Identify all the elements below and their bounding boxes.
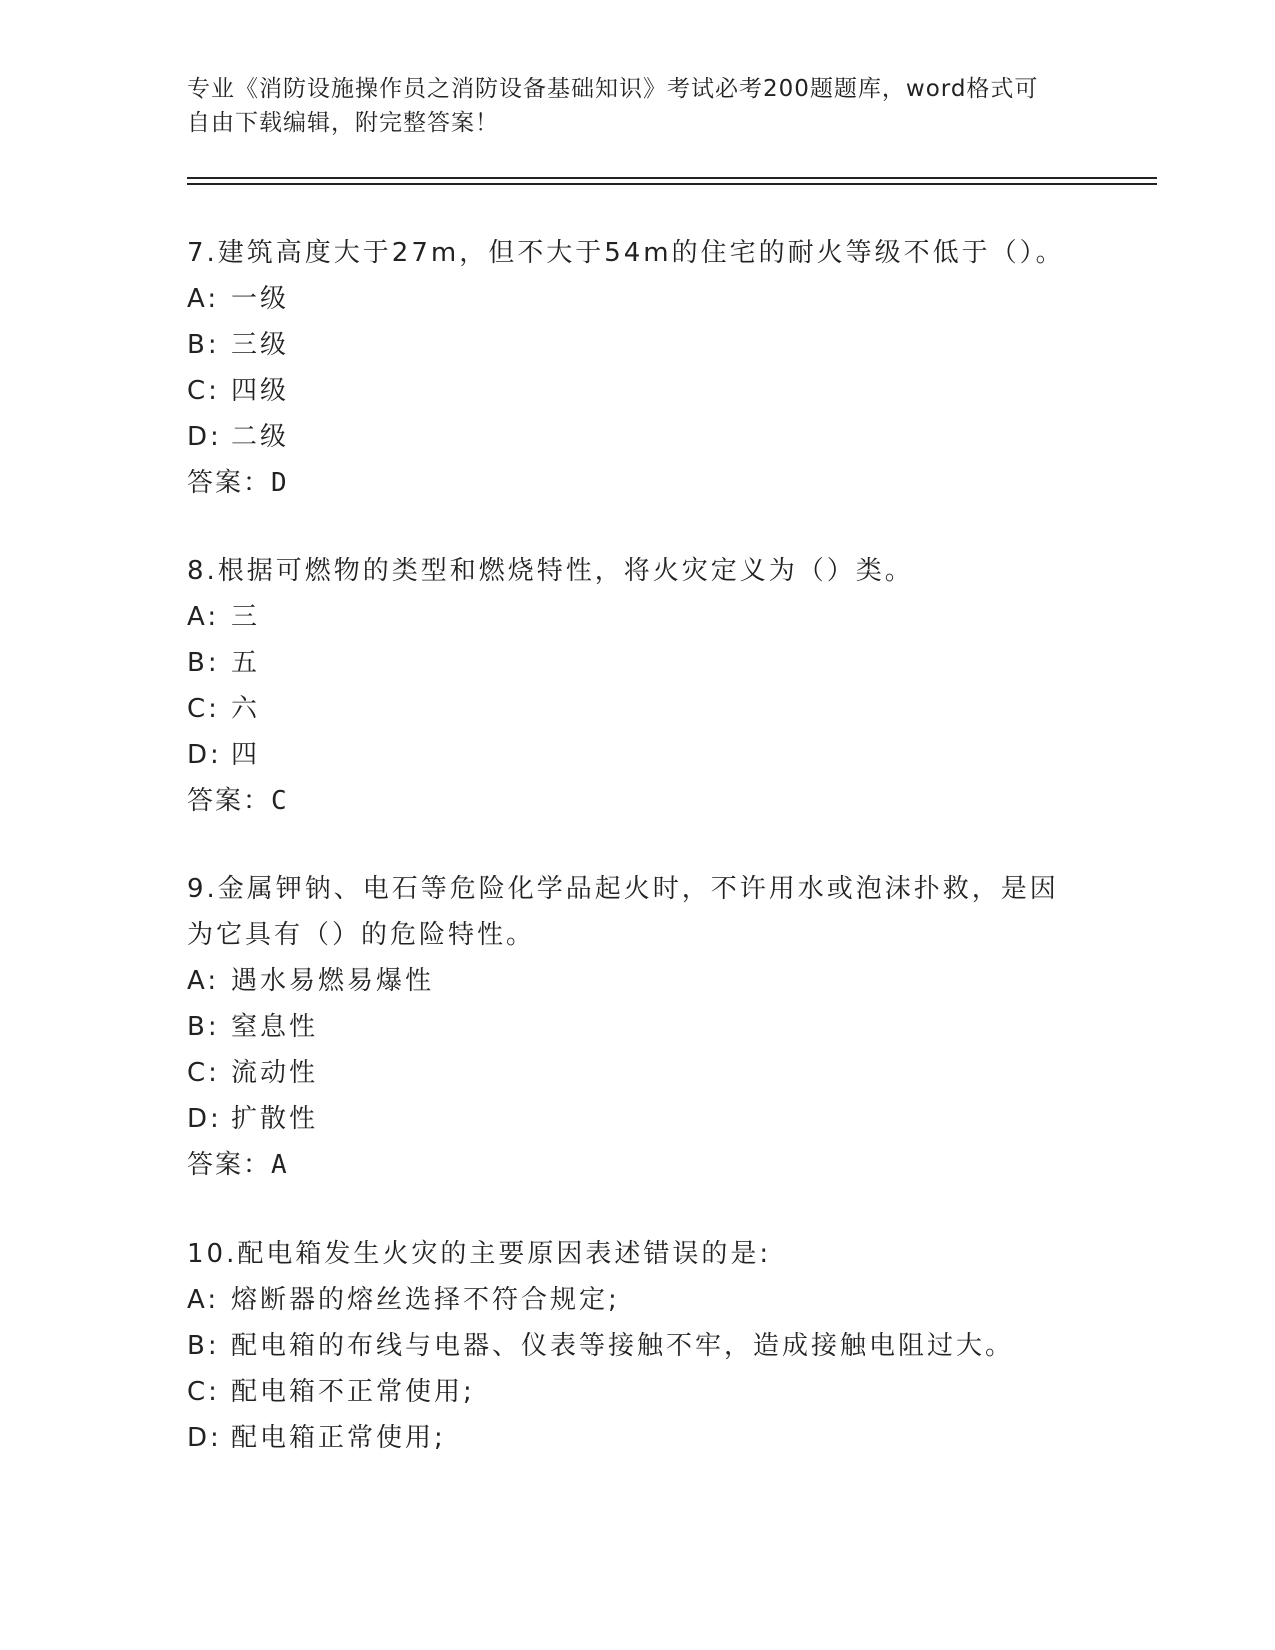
header-line-2: 自由下载编辑，附完整答案！ [187,110,499,136]
answer-value: A [271,1150,289,1180]
question-text: 7.建筑高度大于27m，但不大于54m的住宅的耐火等级不低于（）。 [187,238,1065,268]
answer-line [187,1142,1067,1188]
question-8 [187,548,1067,824]
option-d [187,1096,1067,1142]
answer-value: D [271,468,289,498]
option-text: 四级 [231,376,290,406]
option-text: 配电箱正常使用; [231,1423,446,1453]
option-a [187,276,1067,322]
option-b [187,1323,1067,1369]
header-divider-top [187,177,1157,179]
option-letter: B: [187,1012,220,1042]
option-letter: A: [187,284,220,314]
option-b [187,1004,1067,1050]
option-letter: C: [187,694,220,724]
option-letter: C: [187,1058,220,1088]
option-text: 扩散性 [231,1104,319,1134]
option-text: 三 [231,602,261,632]
option-text: 配电箱不正常使用; [231,1377,475,1407]
option-letter: A: [187,1285,220,1315]
document-header [187,72,1067,140]
option-text: 二级 [231,422,290,452]
option-letter: A: [187,966,220,996]
option-a [187,958,1067,1004]
answer-line [187,460,1067,506]
option-text: 三级 [231,330,290,360]
option-b [187,640,1067,686]
option-letter: A: [187,602,220,632]
answer-label: 答案： [187,1150,272,1180]
option-text: 流动性 [231,1058,319,1088]
option-a [187,1277,1067,1323]
option-text: 一级 [231,284,290,314]
option-c [187,368,1067,414]
option-text: 窒息性 [231,1012,319,1042]
option-text: 遇水易燃易爆性 [231,966,435,996]
option-c [187,1369,1067,1415]
option-text: 四 [231,740,261,770]
question-text: 8.根据可燃物的类型和燃烧特性，将火灾定义为（）类。 [187,556,914,586]
option-letter: B: [187,648,220,678]
answer-line [187,778,1067,824]
option-d [187,732,1067,778]
answer-label: 答案： [187,468,272,498]
option-letter: B: [187,1331,220,1361]
option-letter: D: [187,422,222,452]
option-text: 五 [231,648,261,678]
question-7 [187,230,1067,506]
option-text: 六 [231,694,261,724]
option-d [187,414,1067,460]
header-line-1: 专业《消防设施操作员之消防设备基础知识》考试必考200题题库，word格式可 [187,76,1039,102]
answer-value: C [271,786,289,816]
option-a [187,594,1067,640]
option-c [187,686,1067,732]
question-text: 10.配电箱发生火灾的主要原因表述错误的是: [187,1239,772,1269]
option-letter: D: [187,740,222,770]
option-c [187,1050,1067,1096]
question-9 [187,866,1067,1188]
option-letter: D: [187,1423,222,1453]
option-letter: D: [187,1104,222,1134]
option-d [187,1415,1067,1461]
option-letter: C: [187,1377,220,1407]
answer-label: 答案： [187,786,272,816]
option-text: 配电箱的布线与电器、仪表等接触不牢，造成接触电阻过大。 [231,1331,1015,1361]
option-b [187,322,1067,368]
question-10 [187,1231,1067,1461]
option-text: 熔断器的熔丝选择不符合规定; [231,1285,620,1315]
question-text: 9.金属钾钠、电石等危险化学品起火时，不许用水或泡沫扑救，是因为它具有（）的危险特性。 [187,874,1059,950]
option-letter: C: [187,376,220,406]
option-letter: B: [187,330,220,360]
header-divider-bottom [187,183,1157,185]
